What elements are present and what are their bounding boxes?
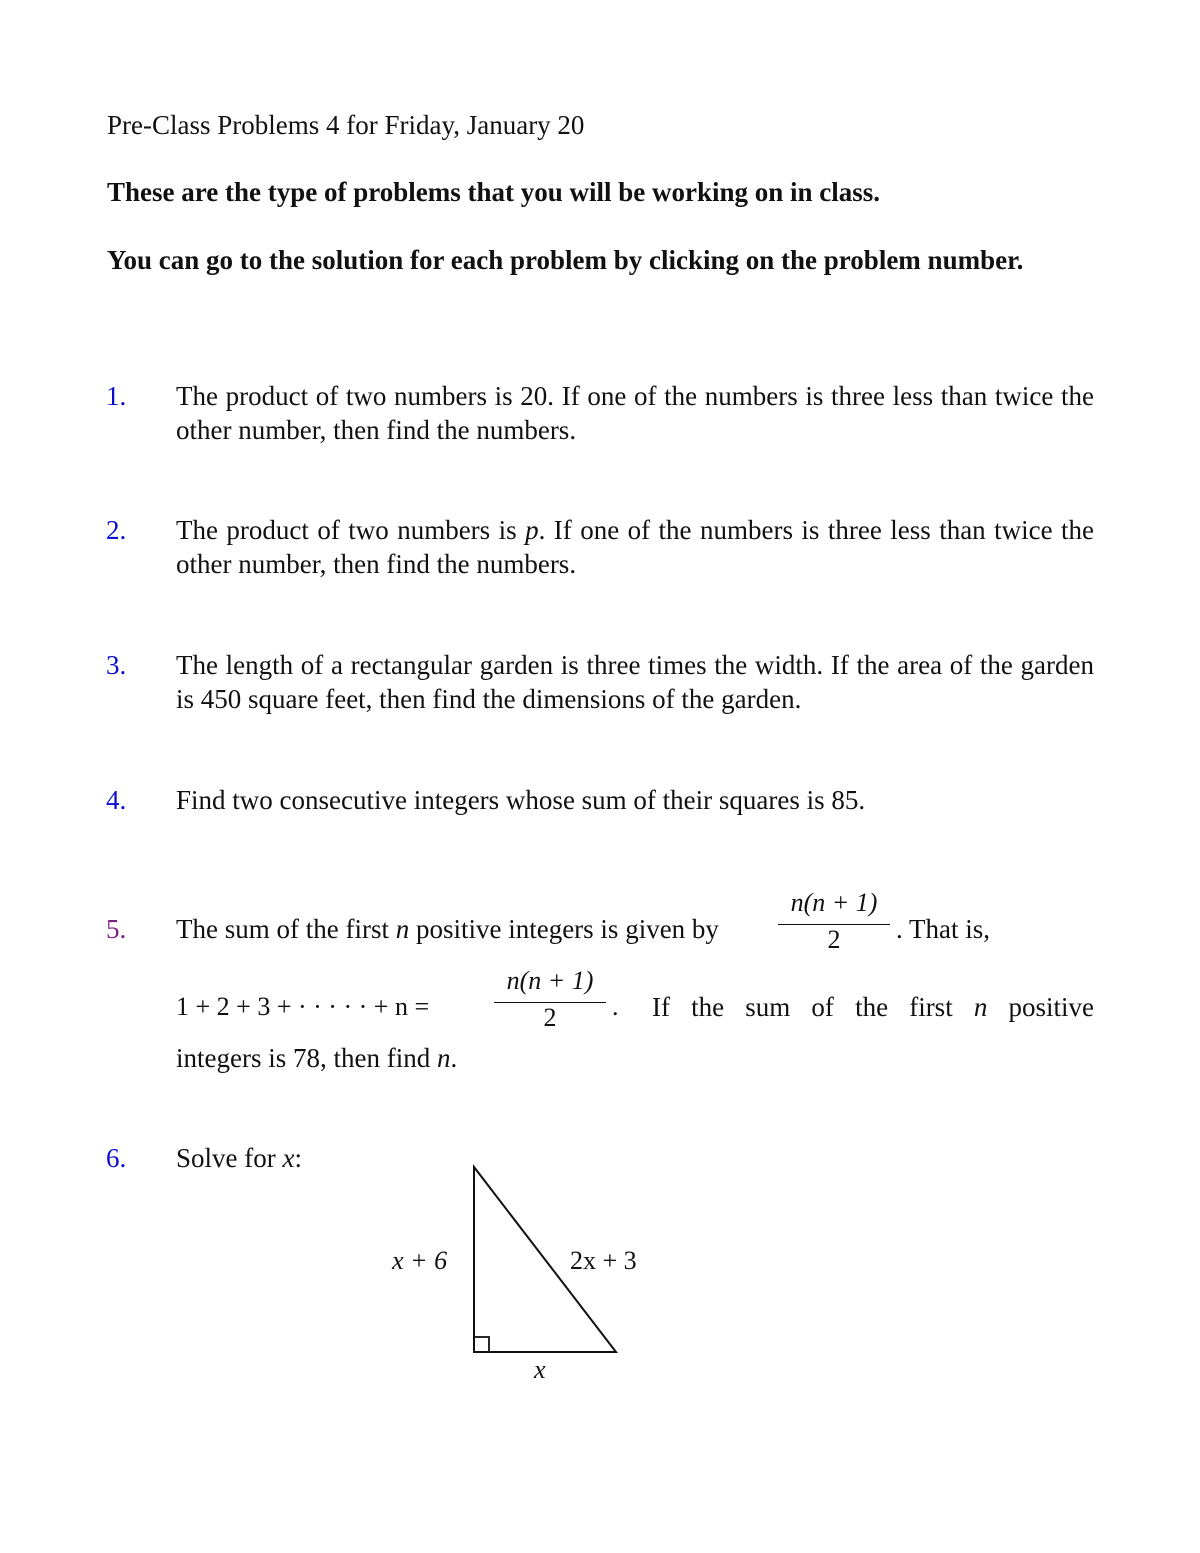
problem-2-link[interactable]: 2. <box>106 515 127 545</box>
problem-5-equation-lhs: 1 + 2 + 3 + · · · · · + n = <box>176 992 430 1021</box>
problem-6-colon: : <box>294 1143 302 1173</box>
fraction-numerator: n(n + 1) <box>790 888 878 917</box>
triangle-bottom-side-label: x <box>534 1355 546 1384</box>
triangle-left-side-label <box>392 1246 447 1276</box>
problem-6-var-x: x <box>282 1143 295 1173</box>
problem-2-text-b: . If one of the numbers is three less than twice the other number, then find the numbers. <box>176 515 1095 579</box>
problem-5-line-1 <box>176 912 719 946</box>
problem-5-text-b: positive integers is given by <box>415 914 719 944</box>
triangle-hypotenuse-label: 2x + 3 <box>570 1246 637 1275</box>
problem-5-line-3 <box>176 1041 457 1075</box>
problem-5-fraction-2 <box>494 966 606 1033</box>
problem-5-var-n-2: n <box>973 992 988 1022</box>
right-angle-marker <box>474 1337 489 1352</box>
fraction-denominator: 2 <box>827 925 841 954</box>
problem-5-text-e: If the sum of the first <box>652 992 953 1022</box>
problem-4-text: Find two consecutive integers whose sum of their squares is 85. <box>176 785 866 815</box>
problem-5-fraction-1 <box>778 888 890 955</box>
problem-6-text <box>176 1141 302 1175</box>
problem-1-link[interactable]: 1. <box>106 381 127 411</box>
problem-5-var-n-3: n <box>436 1043 451 1073</box>
problem-3-text: The length of a rectangular garden is three times the width. If the area of the garden is 450 square feet, then find the dimensions of the garden. <box>176 650 1094 714</box>
problem-5-link[interactable]: 5. <box>106 914 127 944</box>
problem-5-text-a: The sum of the first <box>176 914 389 944</box>
fraction-denominator: 2 <box>543 1003 557 1032</box>
problem-2-var-p: p <box>525 515 539 545</box>
page-title: Pre-Class Problems 4 for Friday, January 20 <box>107 110 585 140</box>
problem-5-var-n: n <box>395 914 410 944</box>
problem-5-text-f: positive <box>1008 992 1095 1022</box>
problem-5-line-2-right <box>652 990 1094 1024</box>
problem-5-text-c: . That is, <box>896 914 990 944</box>
intro-line-1: These are the type of problems that you will be working on in class. <box>107 177 881 207</box>
problem-4-link[interactable]: 4. <box>106 785 127 815</box>
problem-1-text: The product of two numbers is 20. If one of the numbers is three less than twice the other number, then find the numbers. <box>176 381 1094 445</box>
problem-6-link[interactable]: 6. <box>106 1143 127 1173</box>
left-label-text: x + 6 <box>392 1246 448 1275</box>
problem-6-solve-for: Solve for <box>176 1143 276 1173</box>
intro-line-2: You can go to the solution for each problem by clicking on the problem number. <box>107 245 1024 275</box>
problem-2-text <box>176 513 1094 581</box>
problem-5-text-g: integers is 78, then find <box>176 1043 431 1073</box>
problem-3-link[interactable]: 3. <box>106 650 127 680</box>
problem-5-text-h: . <box>450 1043 458 1073</box>
problem-2-text-a: The product of two numbers is <box>176 515 517 545</box>
problem-5-text-d: . <box>612 992 619 1021</box>
fraction-numerator: n(n + 1) <box>506 966 594 995</box>
